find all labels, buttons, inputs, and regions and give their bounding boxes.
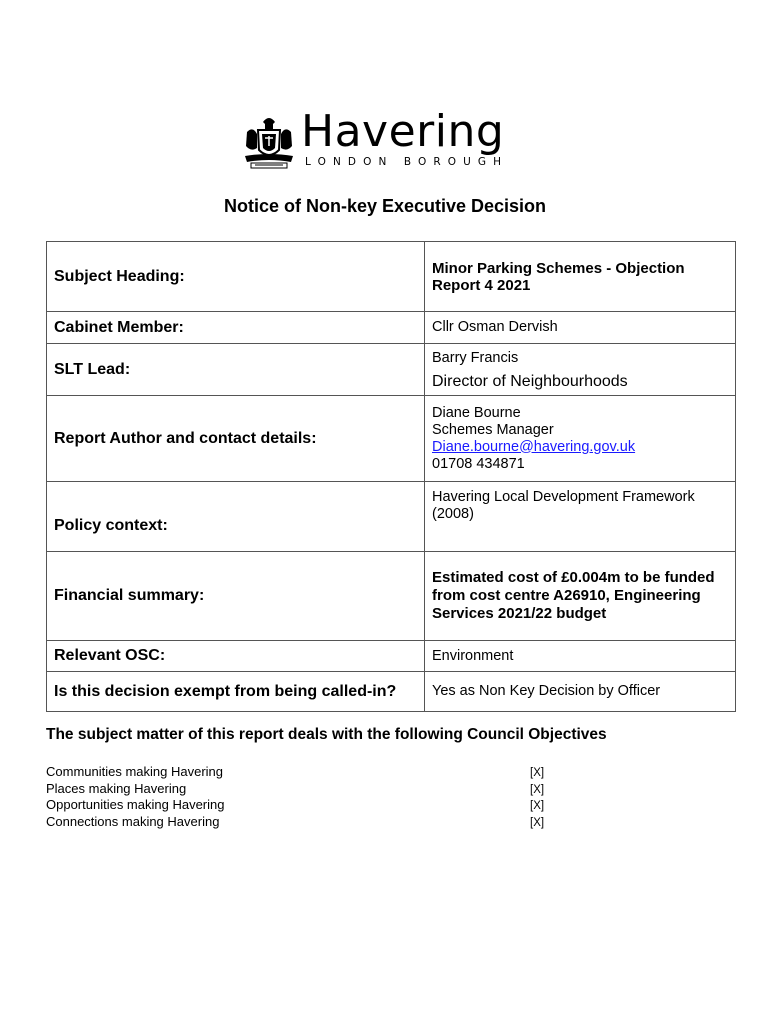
objective-checkmark: [X] <box>530 816 545 829</box>
exempt-value: Yes as Non Key Decision by Officer <box>425 672 736 712</box>
objective-label: Opportunities making Havering <box>46 797 225 812</box>
author-email-link[interactable]: Diane.bourne@havering.gov.uk <box>432 438 636 455</box>
objectives-list <box>46 764 566 830</box>
council-crest-icon <box>243 112 295 172</box>
relevant-osc-label: Relevant OSC: <box>47 641 425 672</box>
objective-label: Places making Havering <box>46 780 187 796</box>
objective-checkmark: [X] <box>530 767 545 779</box>
slt-lead-role: Director of Neighbourhoods <box>432 372 628 390</box>
subject-heading-label: Subject Heading: <box>47 242 425 312</box>
list-item <box>46 764 566 781</box>
logo-subtitle: LONDON BOROUGH <box>305 156 509 168</box>
objective-checkmark: [X] <box>530 800 545 812</box>
financial-summary-value: Estimated cost of £0.004m to be funded from cost centre A26910, Engineering Services 2021/22 budget <box>425 552 736 641</box>
policy-context-label: Policy context: <box>47 482 425 552</box>
objective-label: Communities making Havering <box>46 764 224 779</box>
list-item <box>46 797 566 814</box>
report-author-label: Report Author and contact details: <box>47 396 425 482</box>
row-report-author <box>47 396 736 482</box>
relevant-osc-value: Environment <box>425 641 736 672</box>
row-cabinet-member <box>47 312 736 344</box>
author-name: Diane Bourne <box>432 404 521 421</box>
objective-label: Connections making Havering <box>46 813 220 829</box>
row-policy-context <box>47 482 736 552</box>
list-item <box>46 814 566 831</box>
decision-details-table <box>46 241 736 712</box>
row-slt-lead <box>47 344 736 396</box>
havering-logo <box>243 106 523 174</box>
row-exempt <box>47 672 736 712</box>
page-title: Notice of Non-key Executive Decision <box>223 196 547 216</box>
row-financial-summary <box>47 552 736 641</box>
list-item <box>46 781 566 798</box>
subject-heading-value: Minor Parking Schemes - Objection Report 4 2021 <box>425 242 736 312</box>
policy-context-value: Havering Local Development Framework (2008) <box>425 482 736 552</box>
cabinet-member-value: Cllr Osman Dervish <box>425 312 736 344</box>
exempt-label: Is this decision exempt from being called-in? <box>47 672 425 712</box>
slt-lead-label: SLT Lead: <box>47 344 425 396</box>
cabinet-member-label: Cabinet Member: <box>47 312 425 344</box>
objective-checkmark: [X] <box>530 783 545 796</box>
objectives-heading: The subject matter of this report deals with the following Council Objectives <box>46 726 607 743</box>
slt-lead-name: Barry Francis <box>432 349 519 366</box>
slt-lead-value <box>425 344 736 396</box>
author-role: Schemes Manager <box>432 421 554 438</box>
row-subject-heading <box>47 242 736 312</box>
report-author-value <box>425 396 736 482</box>
financial-summary-label: Financial summary: <box>47 552 425 641</box>
logo-wordmark: Havering <box>301 106 505 157</box>
author-phone: 01708 434871 <box>432 455 525 472</box>
row-relevant-osc <box>47 641 736 672</box>
